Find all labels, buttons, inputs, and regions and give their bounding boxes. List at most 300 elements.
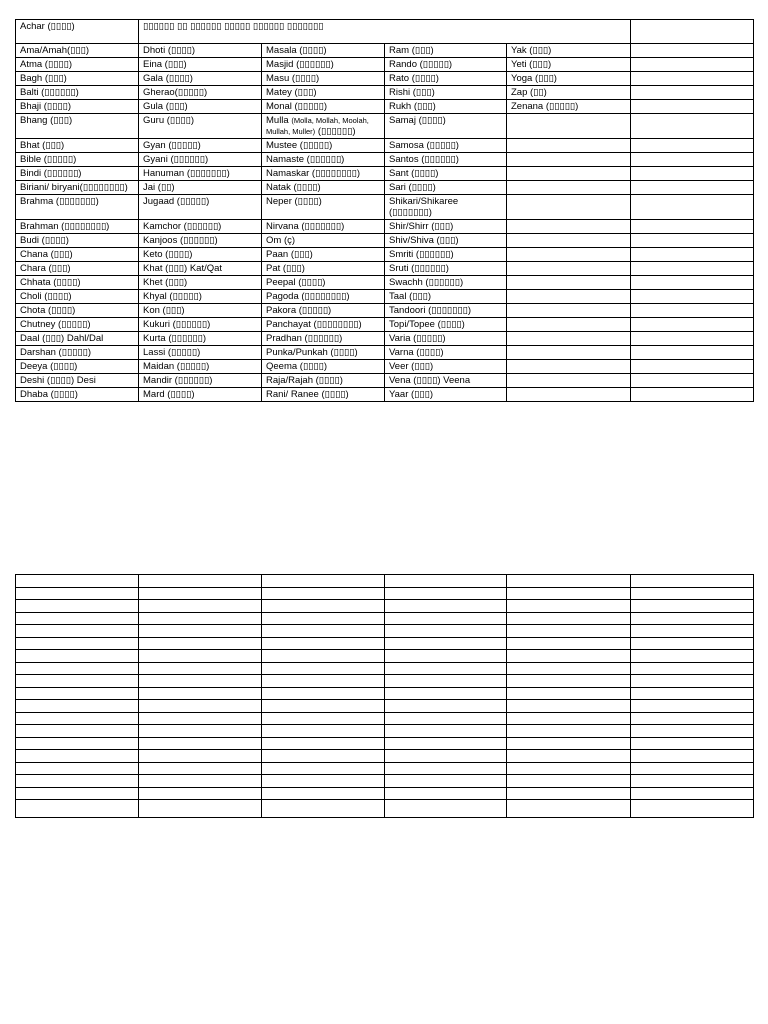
word-cell <box>631 262 754 276</box>
blank-cell <box>262 575 385 588</box>
blank-cell <box>262 762 385 775</box>
word-cell: Ama/Amah(▯▯▯) <box>16 44 139 58</box>
blank-cell <box>16 625 139 638</box>
blank-cell <box>262 600 385 613</box>
table-row <box>16 248 754 262</box>
word-cell: Sari (▯▯▯▯) <box>385 181 507 195</box>
word-cell: Jai (▯▯) <box>139 181 262 195</box>
blank-cell <box>16 775 139 788</box>
word-cell: Bible (▯▯▯▯▯) <box>16 153 139 167</box>
word-cell <box>631 304 754 318</box>
word-cell: Brahman (▯▯▯▯▯▯▯▯) <box>16 220 139 234</box>
word-cell: Gyan (▯▯▯▯▯) <box>139 139 262 153</box>
word-cell: Zap (▯▯) <box>507 86 631 100</box>
blank-cell <box>507 762 631 775</box>
blank-row <box>16 575 754 588</box>
blank-cell <box>631 612 754 625</box>
word-cell <box>507 346 631 360</box>
word-cell: Yeti (▯▯▯) <box>507 58 631 72</box>
word-cell: Panchayat (▯▯▯▯▯▯▯▯) <box>262 318 385 332</box>
blank-cell <box>385 625 507 638</box>
blank-cell <box>139 662 262 675</box>
word-cell <box>631 181 754 195</box>
word-cell: Santos (▯▯▯▯▯▯) <box>385 153 507 167</box>
blank-cell <box>385 650 507 663</box>
word-cell <box>507 388 631 402</box>
blank-cell <box>507 575 631 588</box>
word-cell: Hanuman (▯▯▯▯▯▯▯) <box>139 167 262 181</box>
blank-cell <box>16 575 139 588</box>
table-row <box>16 360 754 374</box>
blank-cell <box>16 600 139 613</box>
blank-cell <box>16 762 139 775</box>
table-row <box>16 100 754 114</box>
blank-cell <box>507 637 631 650</box>
word-cell <box>631 388 754 402</box>
word-cell: Chota (▯▯▯▯) <box>16 304 139 318</box>
blank-cell <box>262 712 385 725</box>
word-cell: Smriti (▯▯▯▯▯▯) <box>385 248 507 262</box>
blank-cell <box>16 700 139 713</box>
word-cell: Gula (▯▯▯) <box>139 100 262 114</box>
word-cell <box>507 195 631 220</box>
blank-row <box>16 787 754 800</box>
blank-cell <box>385 700 507 713</box>
word-cell: Rukh (▯▯▯) <box>385 100 507 114</box>
word-cell: Neper (▯▯▯▯) <box>262 195 385 220</box>
word-cell <box>631 86 754 100</box>
table-row <box>16 58 754 72</box>
word-cell: Kukuri (▯▯▯▯▯▯) <box>139 318 262 332</box>
word-cell <box>631 318 754 332</box>
word-cell: Balti (▯▯▯▯▯▯) <box>16 86 139 100</box>
blank-cell <box>139 587 262 600</box>
word-cell: Daal (▯▯▯) Dahl/Dal <box>16 332 139 346</box>
word-cell: Namaste (▯▯▯▯▯▯) <box>262 153 385 167</box>
word-cell: Bindi (▯▯▯▯▯▯) <box>16 167 139 181</box>
blank-cell <box>385 762 507 775</box>
blank-cell <box>262 737 385 750</box>
word-cell: Varia (▯▯▯▯▯) <box>385 332 507 346</box>
word-cell <box>507 181 631 195</box>
word-cell: Raja/Rajah (▯▯▯▯) <box>262 374 385 388</box>
blank-row <box>16 687 754 700</box>
word-cell: Mandir (▯▯▯▯▯▯) <box>139 374 262 388</box>
blank-cell <box>385 687 507 700</box>
blank-cell <box>262 637 385 650</box>
word-cell <box>631 248 754 262</box>
header-first-cell: Achar (▯▯▯▯) <box>16 20 139 44</box>
blank-cell <box>631 762 754 775</box>
table-row <box>16 44 754 58</box>
word-cell: Peepal (▯▯▯▯) <box>262 276 385 290</box>
word-cell: Mard (▯▯▯▯) <box>139 388 262 402</box>
word-cell: Chara (▯▯▯) <box>16 262 139 276</box>
blank-cell <box>16 737 139 750</box>
blank-cell <box>139 575 262 588</box>
table-row <box>16 374 754 388</box>
blank-cell <box>16 662 139 675</box>
blank-cell <box>631 587 754 600</box>
word-cell: Sant (▯▯▯▯) <box>385 167 507 181</box>
blank-cell <box>385 800 507 818</box>
word-cell <box>631 220 754 234</box>
word-cell: Khet (▯▯▯) <box>139 276 262 290</box>
table-row <box>16 139 754 153</box>
blank-cell <box>507 687 631 700</box>
blank-row <box>16 762 754 775</box>
blank-cell <box>139 750 262 763</box>
blank-cell <box>16 725 139 738</box>
blank-row <box>16 775 754 788</box>
blank-cell <box>139 775 262 788</box>
blank-cell <box>262 775 385 788</box>
blank-cell <box>16 650 139 663</box>
word-cell <box>507 318 631 332</box>
word-cell: Sruti (▯▯▯▯▯▯) <box>385 262 507 276</box>
word-cell <box>631 100 754 114</box>
blank-cell <box>16 687 139 700</box>
blank-row <box>16 675 754 688</box>
blank-cell <box>262 650 385 663</box>
table-row <box>16 318 754 332</box>
blank-cell <box>631 775 754 788</box>
table-row <box>16 114 754 139</box>
word-cell: Bhaji (▯▯▯▯) <box>16 100 139 114</box>
word-cell: Rishi (▯▯▯) <box>385 86 507 100</box>
blank-cell <box>16 712 139 725</box>
table-row <box>16 346 754 360</box>
table-row <box>16 276 754 290</box>
blank-cell <box>262 700 385 713</box>
blank-cell <box>139 787 262 800</box>
blank-cell <box>631 787 754 800</box>
table-row <box>16 86 754 100</box>
word-cell: Biriani/ biryani(▯▯▯▯▯▯▯▯) <box>16 181 139 195</box>
word-cell: Tandoori (▯▯▯▯▯▯▯) <box>385 304 507 318</box>
word-cell: Yaar (▯▯▯) <box>385 388 507 402</box>
blank-cell <box>385 725 507 738</box>
blank-cell <box>507 600 631 613</box>
blank-cell <box>139 800 262 818</box>
word-cell: Maidan (▯▯▯▯▯) <box>139 360 262 374</box>
word-cell: Namaskar (▯▯▯▯▯▯▯▯) <box>262 167 385 181</box>
word-cell: Paan (▯▯▯) <box>262 248 385 262</box>
blank-cell <box>139 687 262 700</box>
word-cell: Pagoda (▯▯▯▯▯▯▯▯) <box>262 290 385 304</box>
word-cell: Natak (▯▯▯▯) <box>262 181 385 195</box>
word-cell: Deshi (▯▯▯▯) Desi <box>16 374 139 388</box>
blank-cell <box>139 700 262 713</box>
word-cell: Mulla (Molla, Mollah, Moolah, Mullah, Muller) (▯▯▯▯▯▯) <box>262 114 385 139</box>
word-cell <box>507 374 631 388</box>
blank-cell <box>385 712 507 725</box>
blank-cell <box>262 687 385 700</box>
blank-row <box>16 800 754 818</box>
blank-cell <box>631 712 754 725</box>
table-row <box>16 181 754 195</box>
word-cell: Kon (▯▯▯) <box>139 304 262 318</box>
word-cell: Topi/Topee (▯▯▯▯) <box>385 318 507 332</box>
blank-row <box>16 625 754 638</box>
blank-table <box>15 574 754 818</box>
header-last-cell <box>631 20 754 44</box>
word-cell <box>507 290 631 304</box>
word-cell: Pakora (▯▯▯▯▯) <box>262 304 385 318</box>
table-row <box>16 220 754 234</box>
blank-cell <box>385 775 507 788</box>
blank-cell <box>139 712 262 725</box>
word-cell <box>507 360 631 374</box>
blank-cell <box>385 587 507 600</box>
blank-row <box>16 587 754 600</box>
blank-row <box>16 662 754 675</box>
blank-cell <box>16 612 139 625</box>
blank-cell <box>385 750 507 763</box>
word-cell: Atma (▯▯▯▯) <box>16 58 139 72</box>
blank-cell <box>631 725 754 738</box>
blank-cell <box>507 650 631 663</box>
word-cell: Gala (▯▯▯▯) <box>139 72 262 86</box>
blank-cell <box>631 600 754 613</box>
blank-cell <box>262 675 385 688</box>
blank-cell <box>507 675 631 688</box>
word-cell: Matey (▯▯▯) <box>262 86 385 100</box>
word-cell: Taal (▯▯▯) <box>385 290 507 304</box>
blank-cell <box>507 587 631 600</box>
blank-cell <box>631 637 754 650</box>
word-cell: Chhata (▯▯▯▯) <box>16 276 139 290</box>
word-cell: Chutney (▯▯▯▯▯) <box>16 318 139 332</box>
word-cell: Eina (▯▯▯) <box>139 58 262 72</box>
blank-row <box>16 712 754 725</box>
blank-row <box>16 637 754 650</box>
word-cell <box>631 195 754 220</box>
blank-row <box>16 725 754 738</box>
blank-cell <box>507 725 631 738</box>
word-cell: Choli (▯▯▯▯) <box>16 290 139 304</box>
table-row <box>16 195 754 220</box>
word-cell <box>631 72 754 86</box>
blank-cell <box>507 750 631 763</box>
blank-row <box>16 737 754 750</box>
word-cell <box>631 139 754 153</box>
table-row <box>16 332 754 346</box>
word-cell <box>507 167 631 181</box>
word-cell: Bhat (▯▯▯) <box>16 139 139 153</box>
blank-cell <box>16 675 139 688</box>
word-cell: Lassi (▯▯▯▯▯) <box>139 346 262 360</box>
word-cell: Masu (▯▯▯▯) <box>262 72 385 86</box>
table-row <box>16 153 754 167</box>
word-cell: Kamchor (▯▯▯▯▯▯) <box>139 220 262 234</box>
blank-cell <box>631 750 754 763</box>
blank-cell <box>16 800 139 818</box>
blank-cell <box>507 712 631 725</box>
blank-cell <box>385 575 507 588</box>
word-cell: Darshan (▯▯▯▯▯) <box>16 346 139 360</box>
table-row <box>16 72 754 86</box>
word-cell: Punka/Punkah (▯▯▯▯) <box>262 346 385 360</box>
blank-cell <box>385 737 507 750</box>
blank-cell <box>139 675 262 688</box>
word-cell: Shir/Shirr (▯▯▯) <box>385 220 507 234</box>
blank-cell <box>507 700 631 713</box>
word-cell <box>631 58 754 72</box>
word-cell: Rani/ Ranee (▯▯▯▯) <box>262 388 385 402</box>
blank-cell <box>385 787 507 800</box>
word-cell: Jugaad (▯▯▯▯▯) <box>139 195 262 220</box>
word-cell: Keto (▯▯▯▯) <box>139 248 262 262</box>
word-cell: Bhang (▯▯▯) <box>16 114 139 139</box>
word-cell: Nirvana (▯▯▯▯▯▯▯) <box>262 220 385 234</box>
blank-cell <box>262 612 385 625</box>
word-cell: Gyani (▯▯▯▯▯▯) <box>139 153 262 167</box>
word-cell <box>631 153 754 167</box>
blank-cell <box>631 675 754 688</box>
word-cell: Masala (▯▯▯▯) <box>262 44 385 58</box>
word-cell <box>507 276 631 290</box>
blank-cell <box>631 700 754 713</box>
blank-cell <box>139 762 262 775</box>
word-cell <box>507 332 631 346</box>
header-row <box>16 20 754 44</box>
blank-cell <box>139 725 262 738</box>
word-cell: Samosa (▯▯▯▯▯) <box>385 139 507 153</box>
blank-cell <box>631 687 754 700</box>
word-cell: Swachh (▯▯▯▯▯▯) <box>385 276 507 290</box>
blank-cell <box>262 800 385 818</box>
word-cell: Bagh (▯▯▯) <box>16 72 139 86</box>
word-cell: Shikari/Shikaree (▯▯▯▯▯▯▯) <box>385 195 507 220</box>
table-row <box>16 304 754 318</box>
word-cell: Vena (▯▯▯▯) Veena <box>385 374 507 388</box>
word-cell: Rando (▯▯▯▯▯) <box>385 58 507 72</box>
word-cell: Budi (▯▯▯▯) <box>16 234 139 248</box>
blank-cell <box>385 675 507 688</box>
word-cell <box>631 276 754 290</box>
blank-row <box>16 612 754 625</box>
word-cell: Veer (▯▯▯) <box>385 360 507 374</box>
word-cell: Rato (▯▯▯▯) <box>385 72 507 86</box>
word-cell: Chana (▯▯▯) <box>16 248 139 262</box>
blank-cell <box>139 612 262 625</box>
blank-cell <box>262 787 385 800</box>
blank-cell <box>139 737 262 750</box>
word-cell <box>631 346 754 360</box>
word-cell <box>631 290 754 304</box>
word-cell: Om (ç) <box>262 234 385 248</box>
blank-row <box>16 750 754 763</box>
word-cell: Dhoti (▯▯▯▯) <box>139 44 262 58</box>
word-cell <box>507 234 631 248</box>
blank-cell <box>16 750 139 763</box>
word-cell <box>631 167 754 181</box>
blank-cell <box>262 587 385 600</box>
blank-cell <box>139 600 262 613</box>
blank-row <box>16 600 754 613</box>
table-row <box>16 262 754 276</box>
blank-cell <box>507 787 631 800</box>
blank-cell <box>262 725 385 738</box>
blank-cell <box>139 637 262 650</box>
table-row <box>16 167 754 181</box>
blank-cell <box>631 650 754 663</box>
word-cell: Brahma (▯▯▯▯▯▯▯) <box>16 195 139 220</box>
blank-cell <box>631 800 754 818</box>
word-cell <box>507 248 631 262</box>
blank-cell <box>631 737 754 750</box>
word-cell <box>507 262 631 276</box>
word-cell <box>507 114 631 139</box>
word-cell: Khat (▯▯▯) Kat/Qat <box>139 262 262 276</box>
word-cell: Shiv/Shiva (▯▯▯) <box>385 234 507 248</box>
word-table <box>15 19 754 402</box>
word-cell: Gherao(▯▯▯▯▯) <box>139 86 262 100</box>
word-cell <box>631 114 754 139</box>
blank-cell <box>385 662 507 675</box>
word-cell: Pat (▯▯▯) <box>262 262 385 276</box>
word-cell <box>507 153 631 167</box>
blank-cell <box>262 750 385 763</box>
merged-heading-cell: ▯▯▯▯▯▯ ▯▯ ▯▯▯▯▯▯ ▯▯▯▯▯ ▯▯▯▯▯▯ ▯▯▯▯▯▯▯ <box>139 20 631 44</box>
blank-row <box>16 650 754 663</box>
spelling-variants: (Molla, Mollah, Moolah, Mullah, Muller) <box>266 116 369 136</box>
word-cell <box>507 220 631 234</box>
blank-cell <box>139 625 262 638</box>
word-cell <box>631 360 754 374</box>
word-cell: Yoga (▯▯▯) <box>507 72 631 86</box>
word-cell: Khyal (▯▯▯▯▯) <box>139 290 262 304</box>
blank-cell <box>507 737 631 750</box>
blank-cell <box>507 612 631 625</box>
word-cell: Kurta (▯▯▯▯▯▯) <box>139 332 262 346</box>
word-cell: Mustee (▯▯▯▯▯) <box>262 139 385 153</box>
word-cell: Masjid (▯▯▯▯▯▯) <box>262 58 385 72</box>
word-cell: Zenana (▯▯▯▯▯) <box>507 100 631 114</box>
word-cell <box>631 332 754 346</box>
word-cell: Pradhan (▯▯▯▯▯▯) <box>262 332 385 346</box>
blank-cell <box>385 612 507 625</box>
blank-cell <box>262 662 385 675</box>
blank-cell <box>631 625 754 638</box>
word-cell: Qeema (▯▯▯▯) <box>262 360 385 374</box>
table-row <box>16 388 754 402</box>
blank-cell <box>385 600 507 613</box>
word-cell <box>631 44 754 58</box>
blank-cell <box>16 587 139 600</box>
blank-cell <box>631 575 754 588</box>
word-cell <box>631 234 754 248</box>
blank-cell <box>16 787 139 800</box>
blank-cell <box>507 625 631 638</box>
blank-cell <box>631 662 754 675</box>
word-cell <box>507 139 631 153</box>
table-row <box>16 290 754 304</box>
word-cell: Ram (▯▯▯) <box>385 44 507 58</box>
blank-row <box>16 700 754 713</box>
word-cell <box>507 304 631 318</box>
word-cell: Monal (▯▯▯▯▯) <box>262 100 385 114</box>
word-cell: Samaj (▯▯▯▯) <box>385 114 507 139</box>
word-cell: Yak (▯▯▯) <box>507 44 631 58</box>
word-cell: Kanjoos (▯▯▯▯▯▯) <box>139 234 262 248</box>
blank-cell <box>507 662 631 675</box>
blank-cell <box>507 800 631 818</box>
blank-cell <box>507 775 631 788</box>
word-cell: Varna (▯▯▯▯) <box>385 346 507 360</box>
word-cell: Deeya (▯▯▯▯) <box>16 360 139 374</box>
